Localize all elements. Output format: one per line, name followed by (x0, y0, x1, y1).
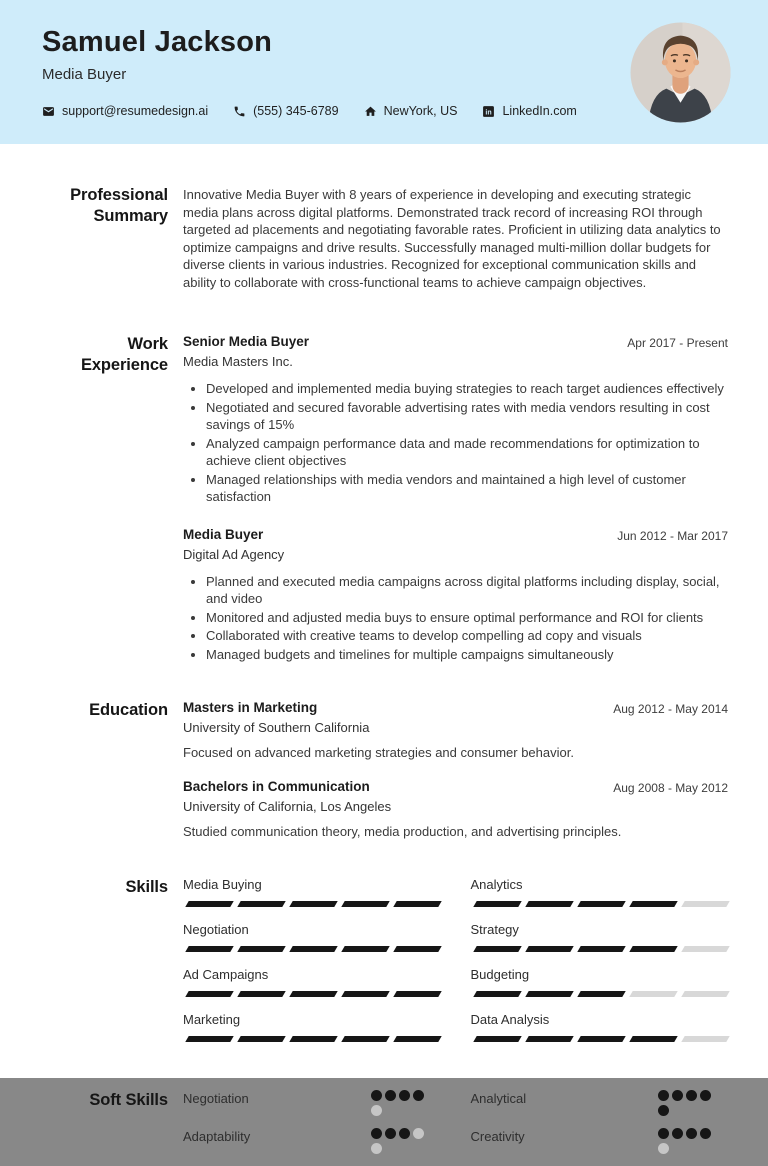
soft-skill-dot (700, 1090, 711, 1101)
soft-skill-dot (371, 1143, 382, 1154)
skill-name: Media Buying (183, 877, 262, 892)
soft-skill-name: Adaptability (183, 1129, 251, 1144)
skills-grid (183, 877, 728, 1057)
section-title-line: Professional (70, 186, 168, 204)
education-list (183, 700, 728, 839)
education-degree: Masters in Marketing (183, 700, 318, 715)
soft-skill-item (471, 1090, 729, 1122)
bullet-item: • Planned and executed media campaigns across digital platforms including display, social, and video (206, 573, 728, 608)
skill-bar-segment (185, 991, 233, 997)
job-entry (183, 334, 728, 506)
education-description: Focused on advanced marketing strategies and consumer behavior. (183, 745, 574, 760)
education-degree-block (183, 779, 391, 814)
education-entry (183, 700, 728, 760)
soft-skill-level-dots (658, 1090, 714, 1116)
skill-name: Marketing (183, 1012, 241, 1027)
candidate-job-title: Media Buyer (42, 66, 127, 83)
soft-skill-dot (399, 1128, 410, 1139)
contact-location-text: NewYork, US (383, 104, 458, 118)
email-icon (42, 105, 55, 118)
skill-bar-segment (629, 991, 677, 997)
bullet-item: • Monitored and adjusted media buys to ensure optimal performance and ROI for clients (206, 609, 728, 627)
soft-skill-item (183, 1090, 441, 1122)
skill-bar-segment (341, 1036, 389, 1042)
soft-skill-name: Analytical (470, 1091, 527, 1106)
skill-item (471, 877, 729, 907)
skill-bar-segment (525, 991, 573, 997)
skill-name: Data Analysis (470, 1012, 550, 1027)
phone-icon (233, 105, 246, 118)
skill-item (471, 1012, 729, 1042)
job-header (183, 527, 728, 562)
skill-bar-segment (237, 946, 285, 952)
skill-level-bar (471, 991, 729, 997)
bullet-item: • Developed and implemented media buying strategies to reach target audiences effectively (206, 380, 728, 398)
soft-skill-dot (385, 1090, 396, 1101)
skill-bar-segment (525, 946, 573, 952)
skill-bar-segment (525, 1036, 573, 1042)
skill-bar-segment (289, 991, 337, 997)
svg-text:in: in (485, 108, 493, 116)
skill-level-bar (183, 1036, 441, 1042)
contact-linkedin (482, 104, 576, 118)
skill-bar-segment (681, 991, 729, 997)
skill-bar-segment (185, 946, 233, 952)
skill-bar-segment (577, 901, 625, 907)
skill-bar-segment (185, 901, 233, 907)
home-icon (364, 105, 377, 118)
soft-skill-dot (413, 1128, 424, 1139)
education-description: Studied communication theory, media production, and advertising principles. (183, 824, 622, 839)
skill-level-bar (471, 1036, 729, 1042)
skill-bar-segment (681, 901, 729, 907)
section-work-experience (40, 334, 728, 664)
skill-bar-segment (237, 901, 285, 907)
skill-name: Budgeting (470, 967, 530, 982)
skill-item (183, 922, 441, 952)
soft-skill-dot (686, 1090, 697, 1101)
section-title-line: Soft Skills (89, 1091, 168, 1109)
contact-location (364, 104, 458, 118)
soft-skill-dot (672, 1128, 683, 1139)
soft-skill-level-dots (658, 1128, 714, 1154)
skill-name: Negotiation (183, 922, 249, 937)
skill-name: Strategy (470, 922, 519, 937)
soft-skill-dot (672, 1090, 683, 1101)
skill-level-bar (471, 901, 729, 907)
soft-skill-item (183, 1128, 441, 1160)
soft-skill-dot (658, 1128, 669, 1139)
summary-text: Innovative Media Buyer with 8 years of experience in developing and executing strategic media plans across digital platforms. Demonstrated track record of increasing ROI through targeted ad placements and negotiating favorable rates. Proficient in utilizing data analytics to optimize campaigns and drive results. Successfully managed multi-million dollar budgets for diverse clients in various industries. Recognized for exceptional communication skills and ability to collaborate with cross-functional teams to achieve campaign objectives. (183, 187, 721, 290)
jobs-list (183, 334, 728, 664)
avatar (630, 22, 731, 123)
section-title-line: Work (127, 335, 168, 353)
soft-skill-level-dots (371, 1090, 427, 1116)
education-school: University of California, Los Angeles (183, 799, 392, 814)
job-dates: Apr 2017 - Present (627, 336, 728, 350)
soft-skill-dot (413, 1090, 424, 1101)
job-entry (183, 527, 728, 664)
skill-item (183, 967, 441, 997)
skill-bar-segment (393, 901, 441, 907)
header-text (42, 26, 577, 118)
job-title-block (183, 527, 284, 562)
section-title (40, 877, 168, 1057)
job-title: Media Buyer (183, 526, 264, 542)
skill-item (471, 967, 729, 997)
soft-skills-grid (183, 1090, 728, 1166)
skill-bar-segment (393, 946, 441, 952)
soft-skill-dot (371, 1105, 382, 1116)
bullet-item: • Managed budgets and timelines for multiple campaigns simultaneously (206, 646, 728, 664)
soft-skill-item (471, 1128, 729, 1160)
skill-item (471, 922, 729, 952)
skill-bar-segment (185, 1036, 233, 1042)
skill-bar-segment (473, 901, 521, 907)
bullet-item: • Managed relationships with media vendors and maintained a high level of customer satisfaction (206, 471, 728, 506)
skill-bar-segment (341, 901, 389, 907)
soft-skill-name: Creativity (470, 1129, 525, 1144)
skill-level-bar (471, 946, 729, 952)
resume-header (0, 0, 768, 144)
education-entry (183, 779, 728, 839)
job-bullets (183, 380, 728, 506)
contact-phone-text: (555) 345-6789 (253, 104, 339, 118)
job-dates: Jun 2012 - Mar 2017 (617, 528, 728, 543)
bullet-item: • Collaborated with creative teams to develop compelling ad copy and visuals (206, 627, 728, 645)
education-dates: Aug 2008 - May 2012 (613, 781, 728, 795)
contact-phone (233, 104, 338, 118)
skill-bar-segment (341, 991, 389, 997)
section-title (40, 700, 168, 839)
bullet-item: • Analyzed campaign performance data and made recommendations for optimization to achieve client objectives (206, 435, 728, 470)
soft-skill-dot (686, 1128, 697, 1139)
skill-name: Analytics (470, 877, 523, 892)
education-header (183, 700, 728, 735)
section-soft-skills (40, 1090, 728, 1166)
skill-item (183, 877, 441, 907)
section-title (40, 1090, 168, 1166)
section-education (40, 700, 728, 839)
soft-skill-dot (399, 1090, 410, 1101)
section-skills (40, 877, 728, 1057)
candidate-name: Samuel Jackson (42, 26, 273, 58)
contact-linkedin-text: LinkedIn.com (502, 104, 577, 118)
contact-row (42, 104, 577, 118)
contact-email (42, 104, 208, 118)
education-degree: Bachelors in Communication (183, 779, 370, 794)
linkedin-icon (482, 105, 495, 118)
soft-skill-dot (371, 1090, 382, 1101)
skill-bar-segment (393, 991, 441, 997)
soft-skill-dot (385, 1128, 396, 1139)
education-header (183, 779, 728, 814)
skill-bar-segment (629, 946, 677, 952)
section-professional-summary (40, 185, 728, 291)
job-company: Media Masters Inc. (183, 354, 293, 369)
skill-bar-segment (289, 1036, 337, 1042)
skill-level-bar (183, 901, 441, 907)
soft-skill-level-dots (371, 1128, 427, 1154)
skill-bar-segment (629, 901, 677, 907)
soft-skill-dot (658, 1105, 669, 1116)
job-header (183, 334, 728, 369)
job-title-block (183, 334, 309, 369)
summary-body (183, 185, 728, 291)
skill-level-bar (183, 946, 441, 952)
section-title-line: Skills (125, 878, 168, 896)
skill-bar-segment (577, 991, 625, 997)
skill-bar-segment (341, 946, 389, 952)
education-degree-block (183, 700, 369, 735)
soft-skill-name: Negotiation (183, 1091, 249, 1106)
section-title-line: Summary (93, 207, 168, 225)
skill-bar-segment (289, 901, 337, 907)
bullet-item: • Negotiated and secured favorable advertising rates with media vendors resulting in cost savings of 15% (206, 399, 728, 434)
skill-bar-segment (629, 1036, 677, 1042)
education-school: University of Southern California (183, 720, 370, 735)
skill-bar-segment (473, 1036, 521, 1042)
section-title (40, 185, 168, 291)
job-bullets (183, 573, 728, 664)
skill-bar-segment (473, 991, 521, 997)
skill-bar-segment (473, 946, 521, 952)
contact-email-text: support@resumedesign.ai (62, 104, 209, 118)
soft-skill-dot (700, 1128, 711, 1139)
section-title (40, 334, 168, 664)
soft-skill-dot (658, 1090, 669, 1101)
soft-skill-dot (658, 1143, 669, 1154)
skill-item (183, 1012, 441, 1042)
education-dates: Aug 2012 - May 2014 (613, 702, 728, 716)
skill-name: Ad Campaigns (183, 967, 269, 982)
section-title-line: Education (89, 701, 168, 719)
job-title: Senior Media Buyer (183, 334, 310, 349)
profile-photo (630, 22, 731, 123)
skill-bar-segment (577, 1036, 625, 1042)
soft-skill-dot (371, 1128, 382, 1139)
skill-bar-segment (237, 991, 285, 997)
skill-bar-segment (289, 946, 337, 952)
skill-bar-segment (681, 946, 729, 952)
skill-bar-segment (577, 946, 625, 952)
job-company: Digital Ad Agency (183, 546, 285, 562)
skill-bar-segment (393, 1036, 441, 1042)
skill-bar-segment (525, 901, 573, 907)
resume-body (0, 185, 768, 1166)
section-title-line: Experience (80, 356, 168, 374)
skill-bar-segment (237, 1036, 285, 1042)
skill-level-bar (183, 991, 441, 997)
skill-bar-segment (681, 1036, 729, 1042)
